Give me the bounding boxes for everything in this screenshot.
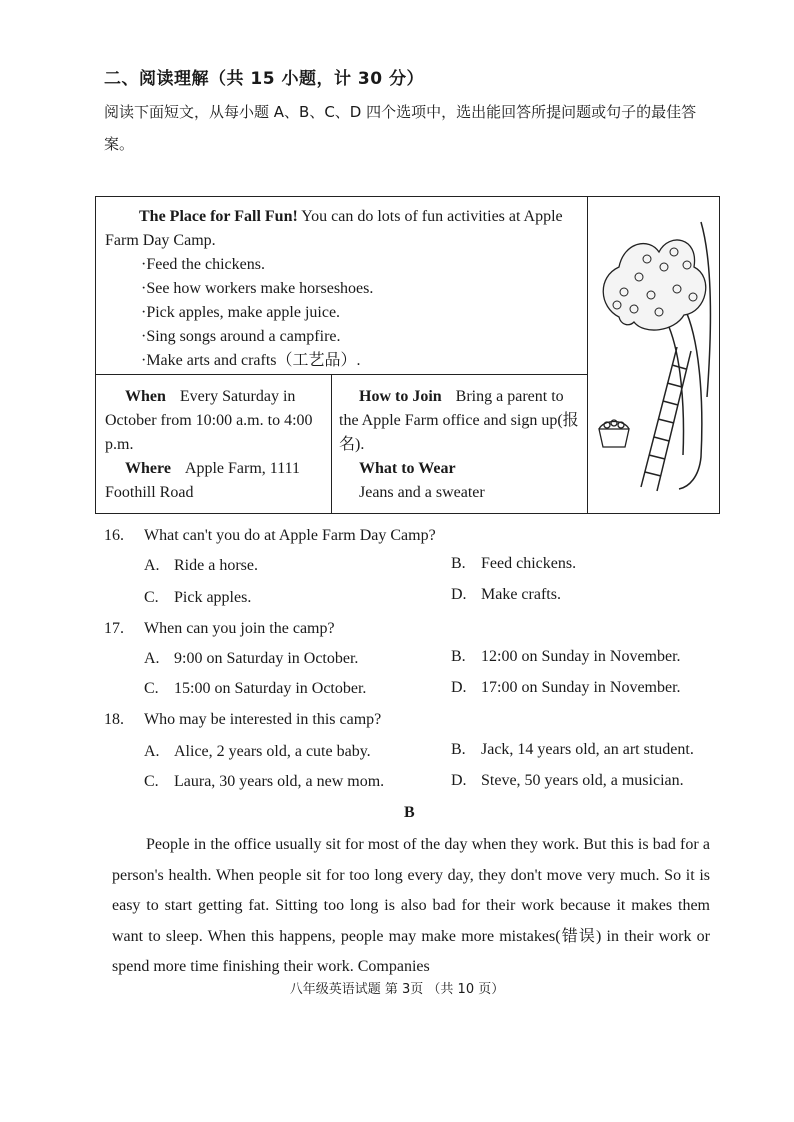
option-text: Alice, 2 years old, a cute baby.: [174, 743, 371, 760]
apple-basket: [599, 420, 629, 447]
activity-item: · See how workers make horseshoes.: [141, 277, 579, 301]
option-17-b: [451, 648, 681, 666]
option-text: 12:00 on Sunday in November.: [481, 648, 681, 665]
passage-b-title: B: [404, 804, 415, 821]
option-16-a: [144, 557, 258, 575]
where-text: Apple Farm, 1111 Foothill Road: [105, 460, 301, 501]
wear-label: What to Wear: [359, 460, 456, 477]
option-text: Steve, 50 years old, a musician.: [481, 772, 684, 789]
option-letter: D.: [451, 679, 467, 696]
question-text: Who may be interested in this camp?: [144, 711, 382, 728]
question-number: 16.: [104, 527, 124, 544]
join-label: How to Join: [359, 388, 442, 405]
option-letter: D.: [451, 586, 467, 603]
option-text: Make crafts.: [481, 586, 561, 603]
option-16-c: [144, 589, 251, 607]
page-footer: 八年级英语试题 第 3页 （共 10 页）: [289, 982, 505, 997]
option-letter: B.: [451, 648, 466, 665]
option-text: Jack, 14 years old, an art student.: [481, 741, 694, 758]
option-letter: B.: [451, 741, 466, 758]
question-text: What can't you do at Apple Farm Day Camp?: [144, 527, 436, 544]
option-18-a: [144, 743, 371, 761]
ad-activities-panel: [96, 197, 588, 375]
option-text: 9:00 on Saturday in October.: [174, 650, 359, 667]
question-text: When can you join the camp?: [144, 620, 335, 637]
ad-headline-bold: The Place for Fall Fun!: [139, 208, 298, 225]
option-letter: A.: [144, 650, 160, 667]
join-text: Bring a parent to the Apple Farm office and sign up(报名).: [339, 388, 579, 453]
tree-canopy: [603, 240, 706, 330]
option-text: 17:00 on Sunday in November.: [481, 679, 681, 696]
section-title: 二、阅读理解（共 15 小题，计 30 分）: [104, 69, 424, 89]
where-label: Where: [125, 460, 171, 477]
when-block: [105, 385, 325, 457]
join-block: [339, 385, 581, 457]
option-letter: C.: [144, 680, 159, 697]
activity-item: · Feed the chickens.: [141, 253, 579, 277]
wear-text: Jeans and a sweater: [359, 484, 485, 501]
option-text: Ride a horse.: [174, 557, 258, 574]
option-text: 15:00 on Saturday in October.: [174, 680, 367, 697]
wear-block: [339, 457, 581, 505]
option-18-b: [451, 741, 694, 759]
question-18: [104, 711, 381, 729]
option-letter: B.: [451, 555, 466, 572]
passage-b: [112, 830, 710, 983]
passage-b-text: People in the office usually sit for most of the day when they work. But this is bad for a person's health. When people sit for too long every day, they don't move very much. So it is easy to start getting fat. Sitting too long is also bad for their work because it makes them want to sleep. When this happens, people may make more mistakes(错误) in their work or spend more time finishing their work. Companies: [112, 836, 710, 975]
option-letter: A.: [144, 557, 160, 574]
option-17-d: [451, 679, 681, 697]
option-text: Feed chickens.: [481, 555, 577, 572]
when-text: Every Saturday in October from 10:00 a.m. to 4:00 p.m.: [105, 388, 313, 453]
question-17: [104, 620, 335, 638]
option-17-a: [144, 650, 358, 668]
option-text: Pick apples.: [174, 589, 252, 606]
activity-list: [105, 253, 579, 373]
option-16-b: [451, 555, 576, 573]
where-block: [105, 457, 325, 505]
option-letter: A.: [144, 743, 160, 760]
option-18-c: [144, 773, 384, 791]
option-18-d: [451, 772, 684, 790]
question-number: 18.: [104, 711, 124, 728]
question-16: [104, 527, 436, 545]
option-letter: D.: [451, 772, 467, 789]
apple-tree-illustration: [589, 197, 719, 513]
activity-item: · Sing songs around a campfire.: [141, 325, 579, 349]
option-letter: C.: [144, 589, 159, 606]
activity-item: · Make arts and crafts（工艺品）.: [141, 349, 579, 373]
when-label: When: [125, 388, 166, 405]
camp-advertisement: [95, 196, 720, 514]
activity-item: · Pick apples, make apple juice.: [141, 301, 579, 325]
ad-headline-rest: You can do lots of fun activities at Apple Farm Day Camp.: [105, 208, 563, 249]
ad-join-wear-panel: [332, 375, 588, 513]
ad-when-where-panel: [96, 375, 332, 513]
section-instruction: 阅读下面短文，从每小题 A、B、C、D 四个选项中，选出能回答所提问题或句子的最佳答案。: [104, 103, 697, 153]
ad-headline: [105, 205, 579, 253]
option-letter: C.: [144, 773, 159, 790]
question-number: 17.: [104, 620, 124, 637]
option-17-c: [144, 680, 366, 698]
option-text: Laura, 30 years old, a new mom.: [174, 773, 385, 790]
option-16-d: [451, 586, 561, 604]
